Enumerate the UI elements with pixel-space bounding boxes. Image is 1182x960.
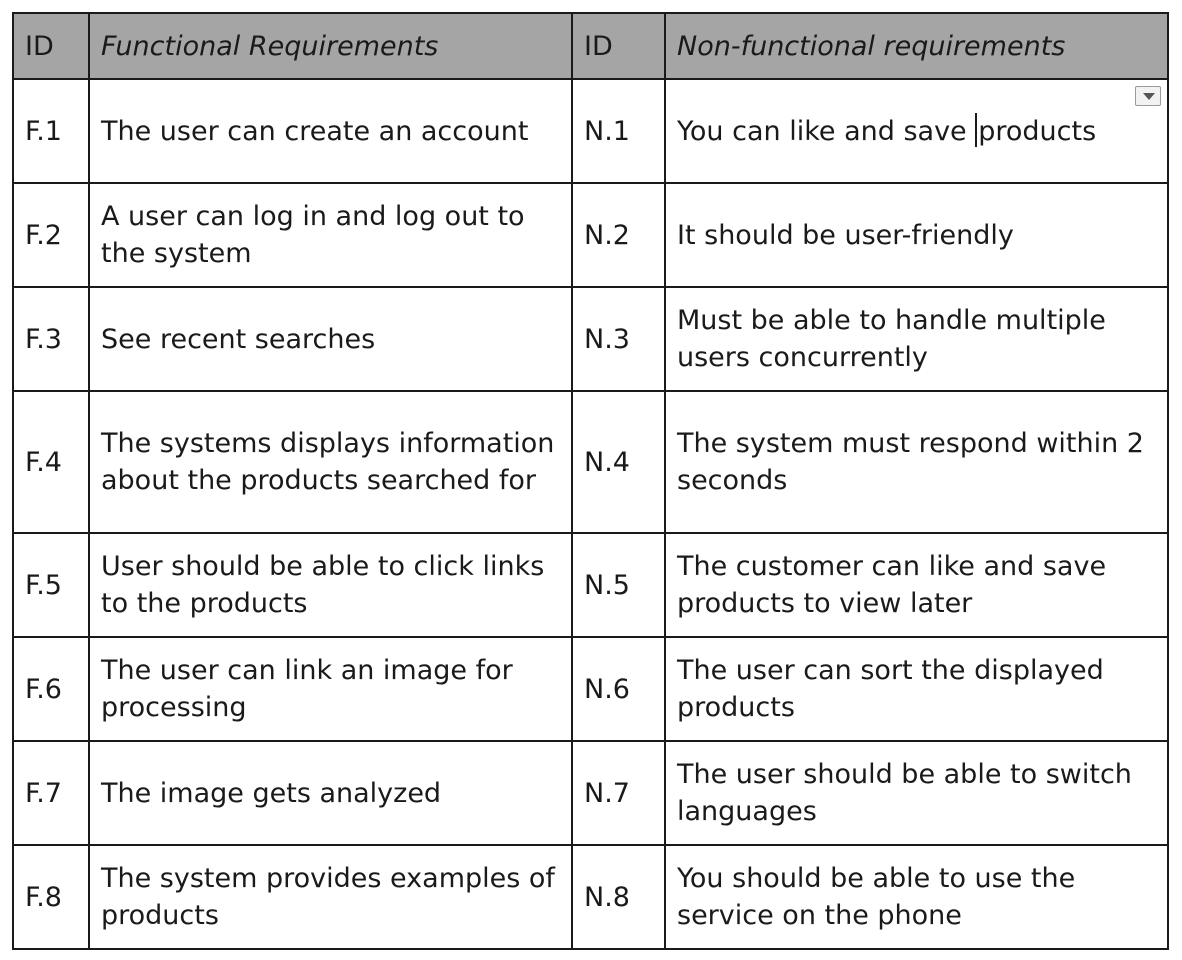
header-id-nonfunctional: ID — [572, 13, 665, 79]
functional-requirement-cell[interactable]: The image gets analyzed — [89, 741, 572, 845]
functional-id-cell[interactable]: F.6 — [13, 637, 89, 741]
nonfunctional-requirement-cell-active[interactable] — [665, 79, 1168, 183]
nonfunctional-id-cell[interactable]: N.7 — [572, 741, 665, 845]
nonfunctional-id-cell[interactable]: N.8 — [572, 845, 665, 949]
nonfunctional-id-cell[interactable]: N.6 — [572, 637, 665, 741]
table-row — [13, 183, 1168, 287]
functional-id-cell[interactable]: F.5 — [13, 533, 89, 637]
functional-id-cell[interactable]: F.7 — [13, 741, 89, 845]
header-row — [13, 13, 1168, 79]
nonfunctional-id-cell[interactable]: N.2 — [572, 183, 665, 287]
table-row — [13, 845, 1168, 949]
chevron-down-icon — [1143, 93, 1155, 100]
nonfunctional-requirement-cell[interactable]: Must be able to handle multiple users concurrently — [665, 287, 1168, 391]
table-row — [13, 391, 1168, 533]
functional-id-cell[interactable]: F.4 — [13, 391, 89, 533]
nonfunctional-requirement-cell[interactable]: It should be user-friendly — [665, 183, 1168, 287]
functional-requirement-cell[interactable]: User should be able to click links to the products — [89, 533, 572, 637]
functional-id-cell[interactable]: F.8 — [13, 845, 89, 949]
nonfunctional-requirement-cell[interactable]: The user can sort the displayed products — [665, 637, 1168, 741]
functional-requirement-cell[interactable]: The systems displays information about the products searched for — [89, 391, 572, 533]
header-functional-requirements: Functional Requirements — [89, 13, 572, 79]
nonfunctional-requirement-cell[interactable]: The user should be able to switch languages — [665, 741, 1168, 845]
functional-id-cell[interactable]: F.1 — [13, 79, 89, 183]
nonfunctional-id-cell[interactable]: N.3 — [572, 287, 665, 391]
functional-requirement-cell[interactable]: The user can link an image for processing — [89, 637, 572, 741]
header-id-functional: ID — [13, 13, 89, 79]
cell-text-after-caret: products — [978, 115, 1097, 147]
table-row — [13, 79, 1168, 183]
table-row — [13, 533, 1168, 637]
requirements-table — [12, 12, 1169, 950]
table-row — [13, 287, 1168, 391]
header-nonfunctional-requirements: Non-functional requirements — [665, 13, 1168, 79]
table-row — [13, 741, 1168, 845]
nonfunctional-id-cell[interactable]: N.5 — [572, 533, 665, 637]
functional-id-cell[interactable]: F.2 — [13, 183, 89, 287]
nonfunctional-requirement-cell[interactable]: The customer can like and save products to view later — [665, 533, 1168, 637]
nonfunctional-requirement-cell[interactable]: You should be able to use the service on the phone — [665, 845, 1168, 949]
nonfunctional-id-cell[interactable]: N.1 — [572, 79, 665, 183]
functional-id-cell[interactable]: F.3 — [13, 287, 89, 391]
functional-requirement-cell[interactable]: See recent searches — [89, 287, 572, 391]
table-row — [13, 637, 1168, 741]
cell-text-before-caret: You can like and save — [677, 115, 976, 147]
functional-requirement-cell[interactable]: The system provides examples of products — [89, 845, 572, 949]
text-caret — [975, 113, 977, 147]
nonfunctional-id-cell[interactable]: N.4 — [572, 391, 665, 533]
functional-requirement-cell[interactable]: The user can create an account — [89, 79, 572, 183]
nonfunctional-requirement-cell[interactable]: The system must respond within 2 seconds — [665, 391, 1168, 533]
functional-requirement-cell[interactable]: A user can log in and log out to the system — [89, 183, 572, 287]
cell-dropdown-button[interactable] — [1135, 86, 1161, 106]
